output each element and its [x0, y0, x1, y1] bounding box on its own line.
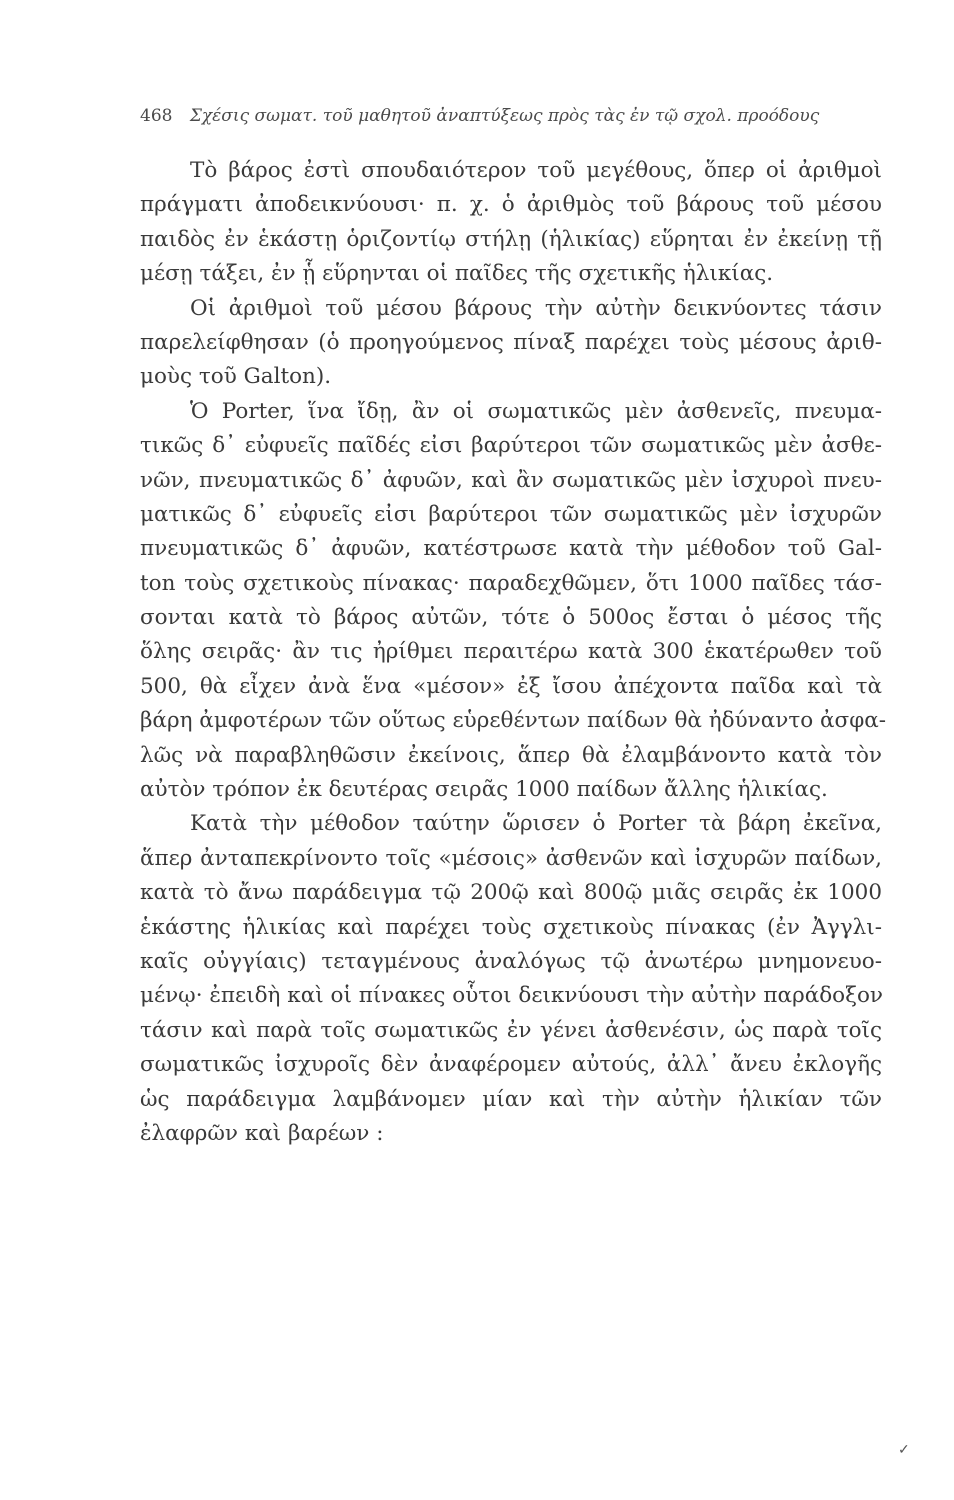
text-line: ματικῶς δ᾽ εὐφυεῖς εἰσι βαρύτεροι τῶν σωματικῶς μὲν ἰσχυρῶν — [140, 501, 882, 527]
text-line: βάρη ἀμφοτέρων τῶν οὕτως εὑρεθέντων παίδων θὰ ἠδύναντο ἀσφα- — [140, 708, 887, 734]
text-line: 500, θὰ εἶχεν ἀνὰ ἕνα «μέσον» ἐξ ἴσου ἀπέχοντα παῖδα καὶ τὰ — [140, 673, 882, 699]
text-line: σονται κατὰ τὸ βάρος αὐτῶν, τότε ὁ 500ος ἔσται ὁ μέσος τῆς — [140, 605, 882, 631]
text-line: ἐλαφρῶν καὶ βαρέων : — [140, 1120, 384, 1146]
text-line: μοὺς τοῦ Galton). — [140, 364, 332, 390]
text-line: πράγματι ἀποδεικνύουσι· π. χ. ὁ ἀριθμὸς τοῦ βάρους τοῦ μέσου — [140, 192, 882, 218]
text-line: Ὁ Porter, ἵνα ἴδῃ, ἂν οἱ σωματικῶς μὲν ἀσθενεῖς, πνευμα- — [190, 398, 882, 424]
text-line: Κατὰ τὴν μέθοδον ταύτην ὥρισεν ὁ Porter τὰ βάρη ἐκεῖνα, — [190, 811, 882, 837]
text-line: μένῳ· ἐπειδὴ καὶ οἱ πίνακες οὗτοι δεικνύουσι τὴν αὐτὴν παράδοξον — [140, 983, 883, 1009]
margin-mark: ✓ — [898, 1442, 910, 1458]
text-line: παρελείφθησαν (ὁ προηγούμενος πίναξ παρέχει τοὺς μέσους ἀριθ- — [140, 329, 882, 355]
text-line: σωματικῶς ἰσχυροῖς δὲν ἀναφέρομεν αὐτούς, ἀλλ᾽ ἄνευ ἐκλογῆς — [140, 1052, 882, 1078]
text-line: κατὰ τὸ ἄνω παράδειγμα τῷ 200ῷ καὶ 800ῷ μιᾶς σειρᾶς ἐκ 1000 — [140, 880, 882, 906]
text-line: Τὸ βάρος ἐστὶ σπουδαιότερον τοῦ μεγέθους, ὅπερ οἱ ἀριθμοὶ — [190, 158, 882, 183]
text-line: παιδὸς ἐν ἑκάστῃ ὁριζοντίῳ στήλῃ (ἡλικίας) εὕρηται ἐν ἐκείνῃ τῇ — [140, 226, 882, 252]
text-line: ἑκάστης ἡλικίας καὶ παρέχει τοὺς σχετικοὺς πίνακας (ἐν Ἀγγλι- — [140, 914, 882, 940]
text-line: καῖς οὐγγίαις) τεταγμένους ἀναλόγως τῷ ἀνωτέρω μνημονευο- — [140, 948, 882, 974]
text-line: αὐτὸν τρόπον ἐκ δευτέρας σειρᾶς 1000 παίδων ἄλλης ἡλικίας. — [140, 777, 828, 803]
text-line: πνευματικῶς δ᾽ ἀφυῶν, κατέστρωσε κατὰ τὴν μέθοδον τοῦ Gal- — [140, 536, 882, 562]
text-line: ὡς παράδειγμα λαμβάνομεν μίαν καὶ τὴν αὐτὴν ἡλικίαν τῶν — [140, 1086, 882, 1112]
text-line: νῶν, πνευματικῶς δ᾽ ἀφυῶν, καὶ ἂν σωματικῶς μὲν ἰσχυροὶ πνευ- — [140, 467, 882, 493]
text-line: ὅλης σειρᾶς· ἂν τις ἠρίθμει περαιτέρω κατὰ 300 ἑκατέρωθεν τοῦ — [140, 639, 882, 665]
running-header — [140, 106, 882, 126]
text-line: ἅπερ ἀνταπεκρίνοντο τοῖς «μέσοις» ἀσθενῶν καὶ ἰσχυρῶν παίδων, — [140, 845, 882, 871]
running-title: Σχέσις σωματ. τοῦ μαθητοῦ ἀναπτύξεως πρὸς τὰς ἐν τῷ σχολ. προόδους — [189, 106, 820, 126]
page-body — [140, 154, 887, 1151]
text-line: Οἱ ἀριθμοὶ τοῦ μέσου βάρους τὴν αὐτὴν δεικνύοντες τάσιν — [190, 295, 882, 321]
page-number: 468 — [140, 106, 173, 126]
text-line: μέσῃ τάξει, ἐν ᾗ εὕρηνται οἱ παῖδες τῆς σχετικῆς ἡλικίας. — [140, 261, 774, 287]
text-line: τικῶς δ᾽ εὐφυεῖς παῖδές εἰσι βαρύτεροι τῶν σωματικῶς μὲν ἀσθε- — [140, 433, 882, 459]
text-line: ton τοὺς σχετικοὺς πίνακας· παραδεχθῶμεν, ὅτι 1000 παῖδες τάσ- — [140, 570, 882, 596]
text-line: λῶς νὰ παραβληθῶσιν ἐκείνοις, ἅπερ θὰ ἐλαμβάνοντο κατὰ τὸν — [140, 742, 882, 768]
text-line: τάσιν καὶ παρὰ τοῖς σωματικῶς ἐν γένει ἀσθενέσιν, ὡς παρὰ τοῖς — [140, 1017, 882, 1043]
